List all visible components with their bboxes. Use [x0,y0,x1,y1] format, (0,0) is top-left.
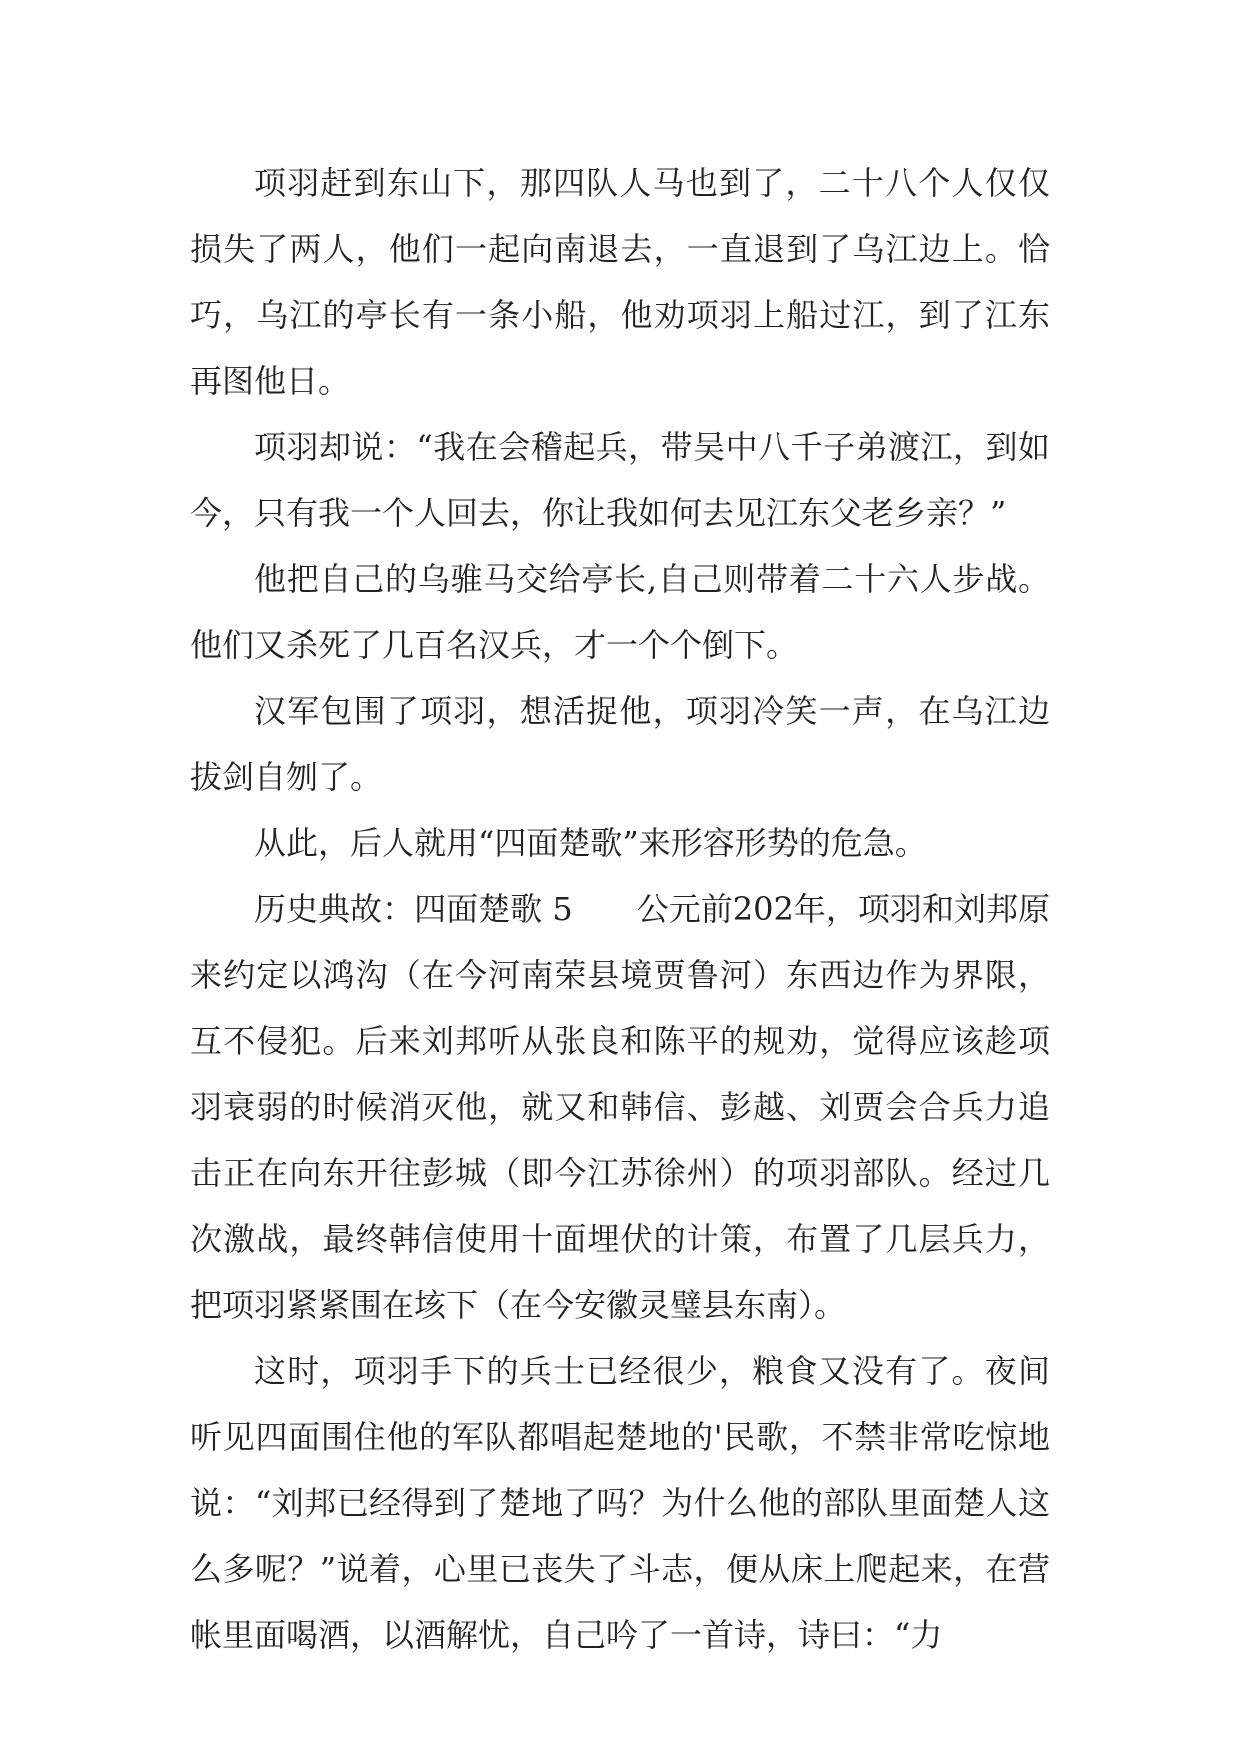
paragraph-7: 这时，项羽手下的兵士已经很少，粮食又没有了。夜间听见四面围住他的军队都唱起楚地的'民歌，不禁非常吃惊地说：“刘邦已经得到了楚地了吗？为什么他的部队里面楚人这么多呢？”说着，心里已丧失了斗志，便从床上爬起来，在营帐里面喝酒，以酒解忧，自己吟了一首诗，诗曰：“力 [190,1352,1050,1654]
document-body [190,150,1050,1668]
paragraph-4: 汉军包围了项羽，想活捉他，项羽冷笑一声，在乌江边拔剑自刎了。 [190,692,1050,796]
paragraph-6: 历史典故：四面楚歌 5 公元前202年，项羽和刘邦原来约定以鸿沟（在今河南荣县境贾鲁河）东西边作为界限，互不侵犯。后来刘邦听从张良和陈平的规劝，觉得应该趁项羽衰弱的时候消灭他，就又和韩信、彭越、刘贾会合兵力追击正在向东开往彭城（即今江苏徐州）的项羽部队。经过几次激战，最终韩信使用十面埋伏的计策，布置了几层兵力，把项羽紧紧围在垓下（在今安徽灵璧县东南）。 [190,890,1050,1324]
paragraph-2: 项羽却说：“我在会稽起兵，带吴中八千子弟渡江，到如今，只有我一个人回去，你让我如何去见江东父老乡亲？” [190,428,1050,532]
paragraph-1: 项羽赶到东山下，那四队人马也到了，二十八个人仅仅损失了两人，他们一起向南退去，一直退到了乌江边上。恰巧，乌江的亭长有一条小船，他劝项羽上船过江，到了江东再图他日。 [190,164,1050,400]
paragraph-3: 他把自己的乌骓马交给亭长,自己则带着二十六人步战。他们又杀死了几百名汉兵，才一个个倒下。 [190,560,1050,664]
paragraph-5: 从此，后人就用“四面楚歌”来形容形势的危急。 [254,824,927,862]
